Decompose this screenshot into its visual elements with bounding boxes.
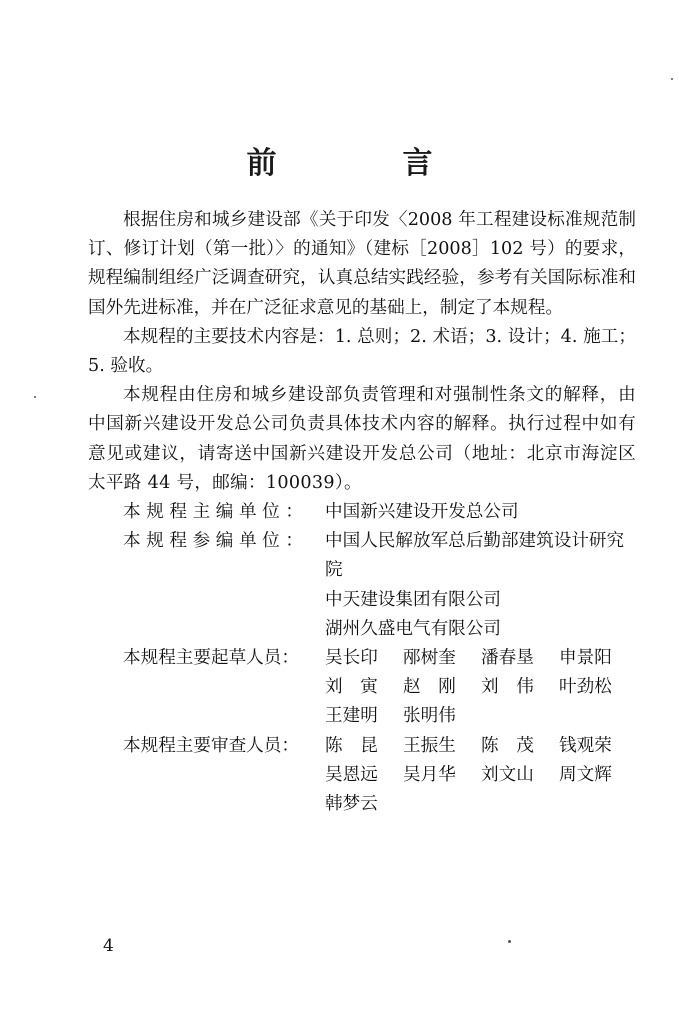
reviewers-names — [325, 732, 637, 820]
drafters-label: 本规程主要起草人员： — [123, 648, 299, 669]
reviewer-name: 陈 昆 — [325, 735, 378, 756]
drafter-name: 赵 刚 — [403, 677, 456, 698]
scan-speck — [671, 78, 673, 80]
reviewer-name: 陈 茂 — [481, 735, 534, 756]
preface-body — [88, 206, 636, 819]
reviewer-name: 周文辉 — [559, 764, 612, 785]
participating-units-row — [88, 527, 636, 644]
participating-unit: 中国人民解放军总后勤部建筑设计研究院 — [325, 531, 625, 581]
participating-units-label: 本规程参编单位： — [123, 531, 309, 552]
reviewer-name: 王振生 — [403, 735, 456, 756]
participating-unit: 中天建设集团有限公司 — [325, 589, 501, 610]
reviewer-name: 钱观荣 — [559, 735, 612, 756]
drafter-name: 邴树奎 — [403, 648, 456, 669]
paragraph-background: 根据住房和城乡建设部《关于印发〈2008 年工程建设标准规范制订、修订计划（第一批）〉的通知》（建标［2008］102 号）的要求，规程编制组经广泛调查研究，认真总结实践经验，参考有关国际标准和国外先进标准，并在广泛征求意见的基础上，制定了本规程。 — [88, 210, 636, 318]
scan-speck — [508, 940, 511, 943]
chief-unit-row — [88, 498, 636, 527]
drafters-row — [88, 644, 636, 732]
page-number: 4 — [103, 936, 114, 956]
reviewers-label: 本规程主要审查人员： — [123, 735, 299, 756]
participating-unit: 湖州久盛电气有限公司 — [325, 618, 501, 639]
reviewer-name: 吴月华 — [403, 764, 456, 785]
reviewer-name: 吴恩远 — [325, 764, 378, 785]
participating-units-list — [325, 527, 636, 644]
chief-unit-value: 中国新兴建设开发总公司 — [325, 502, 519, 523]
drafter-name: 吴长印 — [325, 648, 378, 669]
reviewers-row — [88, 732, 636, 820]
page-title: 前 言 — [246, 146, 481, 181]
drafter-name: 申景阳 — [559, 648, 612, 669]
drafters-names — [325, 644, 637, 732]
scan-speck — [34, 396, 36, 398]
chief-unit-label: 本规程主编单位： — [123, 502, 309, 523]
paragraph-main-contents: 本规程的主要技术内容是：1. 总则；2. 术语；3. 设计；4. 施工；5. 验收。 — [88, 326, 636, 377]
reviewer-name: 刘文山 — [481, 764, 534, 785]
drafter-name: 刘 伟 — [481, 677, 534, 698]
drafter-name: 潘春垦 — [481, 648, 534, 669]
drafter-name: 张明伟 — [403, 706, 456, 727]
drafter-name: 王建明 — [325, 706, 378, 727]
drafter-name: 叶劲松 — [559, 677, 612, 698]
drafter-name: 刘 寅 — [325, 677, 378, 698]
reviewer-name: 韩梦云 — [325, 794, 378, 815]
paragraph-management: 本规程由住房和城乡建设部负责管理和对强制性条文的解释，由中国新兴建设开发总公司负责具体技术内容的解释。执行过程中如有意见或建议，请寄送中国新兴建设开发总公司（地址：北京市海淀区太平路 44 号，邮编：100039）。 — [88, 385, 636, 493]
